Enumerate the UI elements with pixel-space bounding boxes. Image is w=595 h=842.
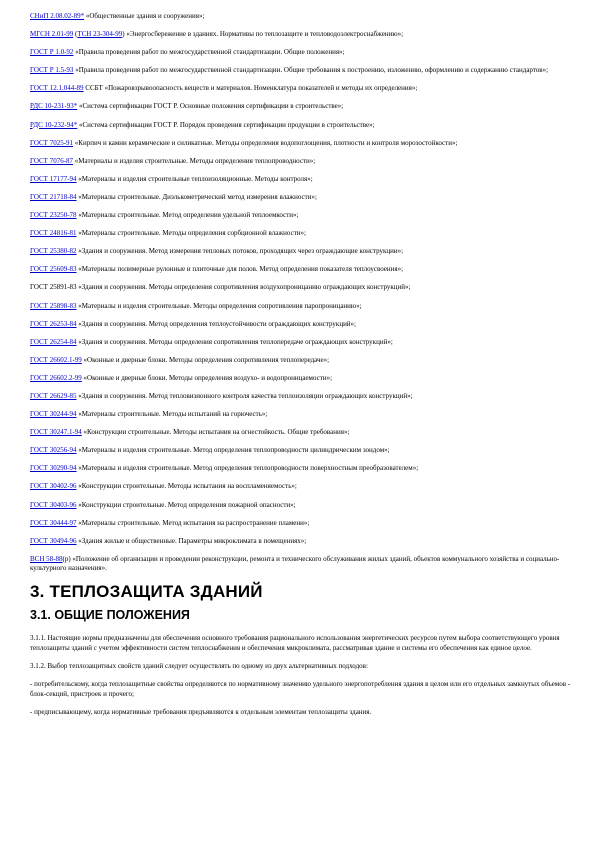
- standard-link[interactable]: ГОСТ Р 1.5-93: [30, 66, 74, 75]
- reference-title: «Общественные здания и сооружения»;: [84, 12, 205, 20]
- reference-title: «Материалы строительные. Методы определения сорбционной влажности»;: [76, 229, 306, 238]
- reference-title: «Материалы строительные. Метод определения удельной теплоемкости»;: [76, 211, 299, 220]
- reference-item: [30, 283, 578, 293]
- reference-item: [30, 12, 578, 22]
- standard-link[interactable]: ГОСТ 26253-84: [30, 319, 77, 328]
- standard-link[interactable]: ГОСТ 26629-85: [30, 391, 77, 400]
- reference-item: [30, 428, 578, 438]
- reference-item: [30, 157, 578, 167]
- reference-item: [30, 121, 578, 131]
- reference-title: «Материалы строительные. Метод испытания на распространение пламени»;: [76, 518, 310, 527]
- reference-title: «Материалы и изделия строительные. Метод определения теплопроводности цилиндрическим зондом»;: [76, 446, 390, 455]
- reference-title: «Здания и сооружения. Методы определения сопротивления теплопередаче ограждающих конструкций»;: [76, 337, 393, 346]
- standard-link[interactable]: ГОСТ 30256-94: [30, 446, 77, 455]
- reference-item: [30, 501, 578, 511]
- reference-title: «Система сертификации ГОСТ Р. Порядок проведения сертификации продукции в строительстве»;: [77, 120, 375, 129]
- reference-title: «Материалы и изделия строительные. Методы определения сопротивления паропроницанию»;: [76, 301, 362, 310]
- reference-item: [30, 537, 578, 547]
- reference-item: [30, 464, 578, 474]
- body-paragraph: 3.1.2. Выбор теплозащитных свойств зданий следует осуществлять по одному из двух альтернативных подходов:: [30, 662, 368, 670]
- standard-link[interactable]: ВСН 58-88: [30, 554, 63, 563]
- subsection-title: 3.1. ОБЩИЕ ПОЛОЖЕНИЯ: [30, 608, 190, 623]
- standard-link[interactable]: ГОСТ 17177-94: [30, 174, 77, 183]
- standard-link[interactable]: ГОСТ 25609-83: [30, 265, 77, 274]
- standard-link[interactable]: ГОСТ 21718-84: [30, 192, 77, 201]
- reference-item: [30, 193, 578, 203]
- body-paragraphs: [30, 634, 578, 717]
- reference-title: «Кирпич и камни керамические и силикатные. Методы определения водопоглощения, плотности и контроля морозостойкости»;: [73, 138, 458, 147]
- standard-link[interactable]: СНиП 2.08.02-89*: [30, 12, 85, 20]
- standard-link[interactable]: ГОСТ 7025-91: [30, 138, 74, 147]
- reference-title: «Здания и сооружения. Метод определения теплоустойчивости ограждающих конструкций»;: [76, 319, 356, 328]
- reference-title: «Материалы и изделия строительные. Методы определения теплопроводности»;: [73, 156, 316, 165]
- standard-link[interactable]: ГОСТ 26602.2-99: [30, 373, 82, 382]
- reference-title: «Правила проведения работ по межгосударственной стандартизации. Общие требования к построению, изложению, оформлению и содержанию стандартов»;: [73, 66, 549, 75]
- reference-item: [30, 320, 578, 330]
- standard-link[interactable]: ГОСТ 23250-78: [30, 211, 77, 220]
- reference-item: [30, 392, 578, 402]
- reference-item: [30, 482, 578, 492]
- reference-title: «Материалы полимерные рулонные и плиточные для полов. Метод определения показателя теплоусвоения»;: [76, 265, 404, 274]
- reference-title: «Здания и сооружения. Метод измерения тепловых потоков, проходящих через ограждающие конструкции»;: [76, 247, 404, 256]
- reference-item: [30, 175, 578, 185]
- standard-link[interactable]: ГОСТ 12.1.044-89: [30, 84, 84, 93]
- reference-title: «Конструкции строительные. Методы испытания на воспламеняемость»;: [76, 482, 297, 491]
- standard-link[interactable]: ГОСТ 30444-97: [30, 518, 77, 527]
- standard-code: ГОСТ 25891-83: [30, 283, 77, 292]
- reference-item: [30, 211, 578, 221]
- reference-item: [30, 139, 578, 149]
- reference-item: [30, 265, 578, 275]
- reference-title: «Оконные и дверные блоки. Методы определения воздухо- и водопроницаемости»;: [81, 373, 333, 382]
- standard-link[interactable]: ГОСТ 30494-96: [30, 536, 77, 545]
- reference-item: [30, 66, 578, 76]
- body-paragraph: - предписывающему, когда нормативные требования предъявляются к отдельным элементам теплозащиты здания.: [30, 707, 372, 716]
- standard-link[interactable]: ГОСТ 30244-94: [30, 410, 77, 419]
- reference-title: «Конструкции строительные. Методы испытания на огнестойкость. Общие требования»;: [81, 428, 350, 437]
- reference-title: «Правила проведения работ по межгосударственной стандартизации. Общие положения»;: [73, 48, 345, 57]
- reference-title: «Конструкции строительные. Метод определения пожарной опасности»;: [76, 500, 296, 509]
- reference-item: [30, 410, 578, 420]
- reference-title: «Здания жилые и общественные. Параметры микроклимата в помещениях»;: [76, 536, 307, 545]
- reference-separator: (: [73, 30, 78, 39]
- reference-item: [30, 102, 578, 112]
- reference-item: [30, 374, 578, 384]
- standard-link[interactable]: ГОСТ 26254-84: [30, 337, 77, 346]
- reference-item: [30, 247, 578, 257]
- reference-title: «Материалы и изделия строительные. Метод определения теплопроводности поверхностным преобразователем»;: [76, 464, 419, 473]
- reference-title: «Материалы и изделия строительные теплоизоляционные. Методы контроля»;: [76, 174, 313, 183]
- standard-link[interactable]: ГОСТ 30247.1-94: [30, 428, 82, 437]
- standard-link[interactable]: ТСН 23-304-99: [77, 30, 123, 39]
- standard-link[interactable]: ГОСТ 24816-81: [30, 229, 77, 238]
- reference-title: «Оконные и дверные блоки. Методы определения сопротивления теплопередаче»;: [81, 355, 330, 364]
- section-title: 3. ТЕПЛОЗАЩИТА ЗДАНИЙ: [30, 582, 263, 602]
- standard-link[interactable]: ГОСТ 26602.1-99: [30, 355, 82, 364]
- body-paragraph: - потребительскому, когда теплозащитные свойства определяются по нормативному значению удельного энергопотребления здания в целом или его отдельных замкнутых объемов - блок-секций, пристроек и прочего;: [30, 680, 571, 698]
- standard-link[interactable]: ГОСТ Р 1.0-92: [30, 48, 74, 57]
- standard-link[interactable]: МГСН 2.01-99: [30, 30, 74, 39]
- standard-link[interactable]: ГОСТ 30403-96: [30, 500, 77, 509]
- standard-link[interactable]: ГОСТ 30402-96: [30, 482, 77, 491]
- reference-title: «Материалы строительные. Методы испытаний на горючесть»;: [76, 410, 268, 419]
- body-paragraph: 3.1.1. Настоящие нормы предназначены для обеспечения основного требования рационального использования энергетических ресурсов путем выбора соответствующего уровня теплозащиты зданий с учетом эффективности систем теплоснабжения и обеспечения микроклимата, рассматривая здание и системы его обеспечения как единое целое.: [30, 634, 560, 652]
- reference-item: [30, 48, 578, 58]
- reference-item: [30, 338, 578, 348]
- reference-item: [30, 356, 578, 366]
- document-page: [30, 12, 578, 726]
- reference-title: «Здания и сооружения. Методы определения сопротивления воздухопроницанию ограждающих конструкций»;: [76, 283, 411, 292]
- standard-link[interactable]: ГОСТ 30290-94: [30, 464, 77, 473]
- reference-item: [30, 446, 578, 456]
- reference-item: [30, 84, 578, 94]
- reference-item: [30, 30, 578, 40]
- standard-link[interactable]: РДС 10-231-93*: [30, 102, 78, 111]
- reference-title: ССБТ «Пожаровзрывоопасность веществ и материалов. Номенклатура показателей и методы их определения»;: [83, 84, 418, 93]
- reference-title: «Материалы строительные. Диэлькометрический метод измерения влажности»;: [76, 192, 317, 201]
- standard-link[interactable]: ГОСТ 25380-82: [30, 247, 77, 256]
- reference-title: «Система сертификации ГОСТ Р. Основные положения сертификации в строительстве»;: [77, 102, 344, 111]
- reference-title: «Здания и сооружения. Метод тепловизионного контроля качества теплоизоляции ограждающих конструкций»;: [76, 391, 413, 400]
- standard-link[interactable]: ГОСТ 7076-87: [30, 156, 74, 165]
- standard-link[interactable]: ГОСТ 25898-83: [30, 301, 77, 310]
- reference-list: [30, 12, 578, 574]
- standard-link[interactable]: РДС 10-232-94*: [30, 120, 78, 129]
- reference-item: [30, 229, 578, 239]
- reference-item: [30, 302, 578, 312]
- reference-item: [30, 555, 578, 574]
- reference-title: ) «Энергосбережение в зданиях. Нормативы по теплозащите и тепловодоэлектроснабжению»;: [122, 30, 404, 39]
- reference-title: (р) «Положение об организации и проведении реконструкции, ремонта и технического обслуживания жилых зданий, объектов коммунального хозяйства и социально-культурного назначения».: [30, 554, 560, 573]
- reference-item: [30, 519, 578, 529]
